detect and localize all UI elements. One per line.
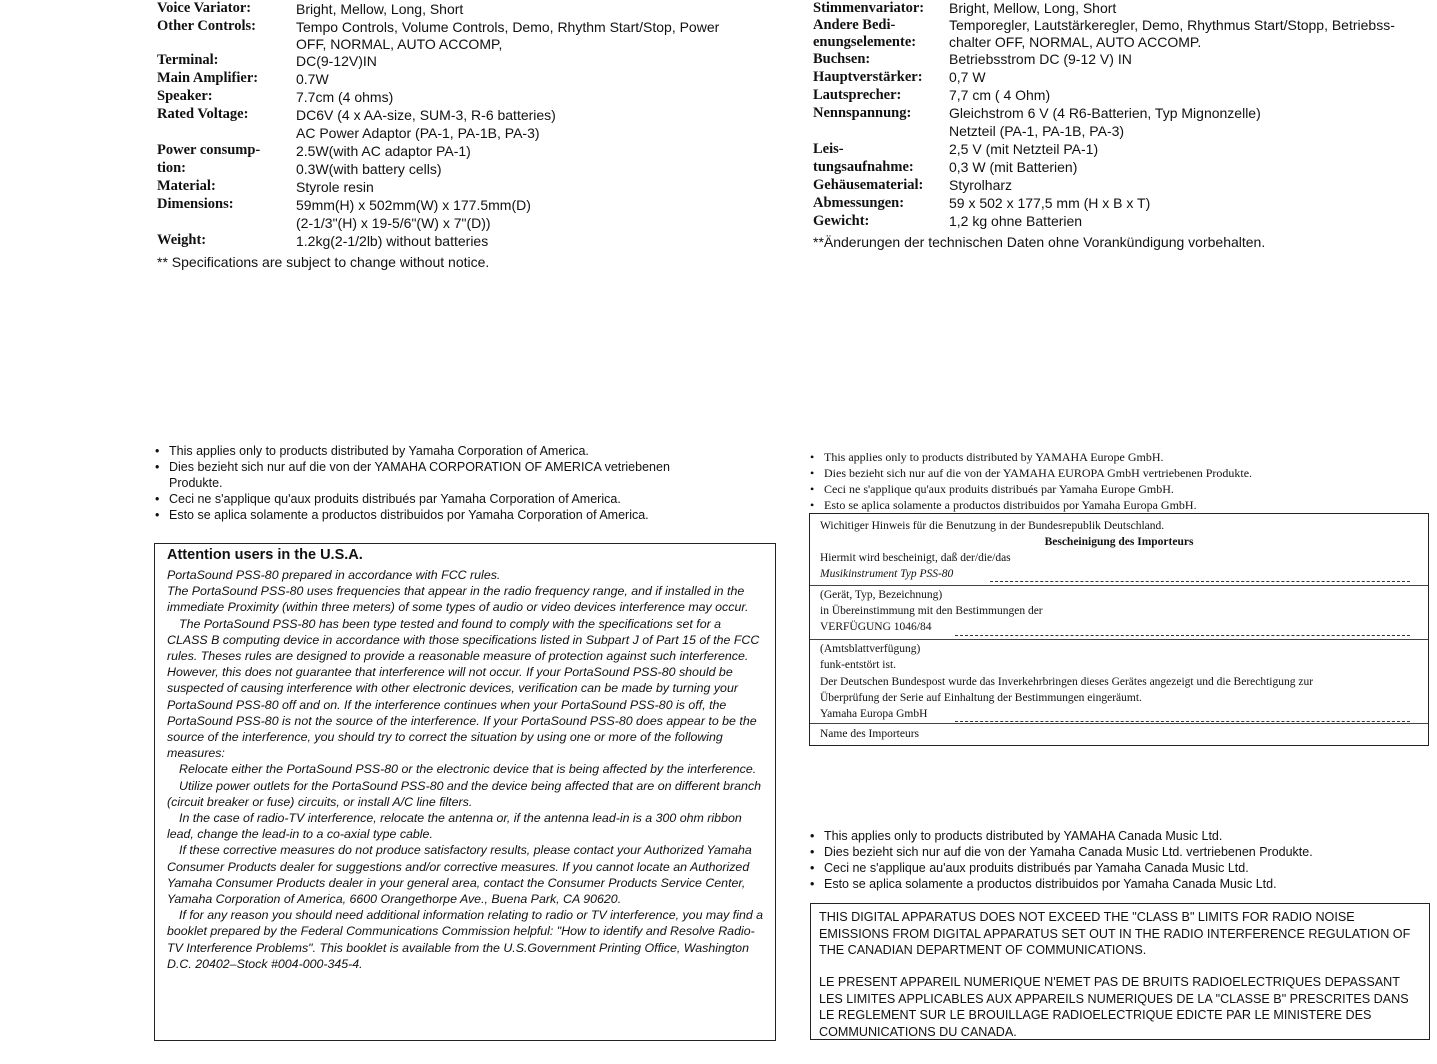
spec-value: Betriebsstrom DC (9-12 V) IN [949, 51, 1132, 67]
cert-text: funk-entstört ist. [820, 659, 897, 671]
spec-label: Speaker: [157, 88, 213, 104]
spec-label: Leis- [813, 141, 844, 157]
spec-label: Lautsprecher: [813, 87, 902, 103]
cert-text: Wichitiger Hinweis für die Benutzung in der Bundesrepublik Deutschland. [820, 520, 1165, 532]
spec-label: Nennspannung: [813, 105, 912, 121]
fcc-paragraph: The PortaSound PSS-80 has been type tested and found to comply with the specifications set for a CLASS B computing device in accordance with those specifications listed in Subpart J of Part 15 of the FCC rules. Theses rules are designed to provide a reasonable measure of protection against such interference. However, this does not guarantee that interference will not occur. If your PortaSound PSS-80 should be suspected of causing interference with other electronic devices, verification can be made by turning your PortaSound PSS-80 off and on. If the interference continues when your PortaSound PSS-80 is off, the PortaSound PSS-80 is not the source of the interference. If your PortaSound PSS-80 does appear to be the source of the interference, you should try to correct the situation by using one or more of the following measures: [167, 616, 760, 761]
spec-value: (2-1/3"(H) x 19-5/6"(W) x 7"(D)) [296, 215, 491, 231]
spec-value: 7,7 cm ( 4 Ohm) [949, 87, 1051, 103]
cert-heading: Bescheinigung des Importeurs [1044, 536, 1194, 548]
spec-label: Weight: [157, 232, 207, 248]
spec-label: Rated Voltage: [157, 106, 249, 122]
spec-value: 1.2kg(2-1/2lb) without batteries [296, 233, 489, 249]
spec-value: 0,7 W [949, 69, 986, 85]
spec-value: 0,3 W (mit Batterien) [949, 159, 1078, 175]
spec-value: 1,2 kg ohne Batterien [949, 213, 1083, 229]
spec-value: 0.7W [296, 71, 329, 87]
list-item [155, 459, 670, 491]
cert-text: (Gerät, Typ, Bezeichnung) [820, 589, 943, 601]
spec-label: Power consump- [157, 142, 261, 158]
cert-text: in Übereinstimmung mit den Bestimmungen der [820, 605, 1043, 617]
spec-label: tion: [157, 160, 186, 176]
fcc-paragraph: The PortaSound PSS-80 uses frequencies that appear in the radio frequency range, and if installed in the immediate Proximity (within three meters) of some types of audio or video devices interference may occur. [167, 584, 749, 615]
cert-text: Musikinstrument Typ PSS-80 [820, 568, 954, 580]
spec-value: Bright, Mellow, Long, Short [949, 0, 1117, 16]
list-item: • This applies only to products distributed by YAMAHA Canada Music Ltd. [810, 828, 1313, 844]
spec-value: AC Power Adaptor (PA-1, PA-1B, PA-3) [296, 125, 540, 141]
europe-bullet-list [810, 449, 1252, 513]
spec-value: Styrole resin [296, 179, 374, 195]
importer-certificate-box [809, 513, 1429, 746]
spec-value: 7.7cm (4 ohms) [296, 89, 394, 105]
fcc-paragraph: In the case of radio-TV interference, relocate the antenna or, if the antenna lead-in is a 300 ohm ribbon lead, change the lead-in to a co-axial type cable. [167, 811, 742, 842]
list-item: • Ceci ne s'applique qu'aux produits distribués par Yamaha Corporation of America. [155, 491, 670, 507]
fcc-paragraph: Relocate either the PortaSound PSS-80 or the electronic device that is being affected by the interference. [179, 762, 757, 777]
fcc-text [167, 567, 765, 972]
list-item: • Esto se aplica solamente a productos distribuidos por Yamaha Corporation of America. [155, 507, 670, 523]
list-item: • Ceci ne s'applique qu'aux produits distribués par Yamaha Europe GmbH. [810, 481, 1252, 497]
fcc-paragraph: If these corrective measures do not produce satisfactory results, please contact your Authorized Yamaha Consumer Products dealer for suggestions and/or corrective measures. If you cannot locate an Authorized Yamaha Consumer Products dealer in your general area, contact the Consumer Products Service Center, Yamaha Corporation of America, 6600 Orangethorpe Ave., Buena Park, CA 90620. [167, 843, 752, 907]
spec-label: Voice Variator: [157, 0, 252, 16]
spec-label: Dimensions: [157, 196, 234, 212]
spec-value: Netzteil (PA-1, PA-1B, PA-3) [949, 123, 1125, 139]
spec-value: Gleichstrom 6 V (4 R6-Batterien, Typ Mignonzelle) [949, 105, 1261, 121]
fcc-title: Attention users in the U.S.A. [167, 547, 363, 563]
spec-label: Terminal: [157, 52, 219, 68]
cert-text: (Amtsblattverfügung) [820, 643, 921, 655]
list-item: • Dies bezieht sich nur auf die von der YAMAHA EUROPA GmbH vertriebenen Produkte. [810, 465, 1252, 481]
cert-text: Überprüfung der Serie auf Einhaltung der Bestimmungen eingeräumt. [820, 692, 1142, 704]
spec-value: 2,5 V (mit Netzteil PA-1) [949, 141, 1099, 157]
spec-note: **Änderungen der technischen Daten ohne Vorankündigung vorbehalten. [813, 234, 1266, 250]
spec-value: chalter OFF, NORMAL, AUTO ACCOMP. [949, 34, 1202, 50]
spec-value: OFF, NORMAL, AUTO ACCOMP, [296, 36, 503, 52]
spec-label: Hauptverstärker: [813, 69, 923, 85]
spec-value: DC(9-12V)IN [296, 53, 377, 69]
spec-value: Tempo Controls, Volume Controls, Demo, Rhythm Start/Stop, Power [296, 19, 720, 35]
spec-label: tungsaufnahme: [813, 159, 914, 175]
list-item: • Esto se aplica solamente a productos distribuidos por Yamaha Europa GmbH. [810, 497, 1252, 513]
cert-text: Hiermit wird bescheinigt, daß der/die/das [820, 552, 1011, 564]
list-item: • This applies only to products distributed by Yamaha Corporation of America. [155, 443, 670, 459]
spec-value: 59 x 502 x 177,5 mm (H x B x T) [949, 195, 1151, 211]
cert-text: Name des Importeurs [820, 728, 919, 740]
spec-value: DC6V (4 x AA-size, SUM-3, R-6 batteries) [296, 107, 556, 123]
usa-bullet-list [155, 443, 670, 523]
spec-label: Material: [157, 178, 216, 194]
spec-label: Other Controls: [157, 18, 256, 34]
canada-notice-box [810, 903, 1430, 1040]
spec-value: Styrolharz [949, 177, 1013, 193]
spec-label: Stimmenvariator: [813, 0, 925, 16]
fcc-notice-box [154, 543, 776, 1041]
spec-value: Bright, Mellow, Long, Short [296, 1, 464, 17]
cert-text: VERFÜGUNG 1046/84 [820, 621, 932, 633]
spec-label: Buchsen: [813, 51, 871, 67]
canada-bullet-list [810, 828, 1313, 892]
cert-text: Yamaha Europa GmbH [820, 708, 928, 720]
fcc-paragraph: Utilize power outlets for the PortaSound PSS-80 and the device being affected that are on different branch (circuit breaker or fuse) circuits, or install A/C line filters. [167, 778, 762, 809]
list-item: • Dies bezieht sich nur auf die von der Yamaha Canada Music Ltd. vertriebenen Produkte. [810, 844, 1313, 860]
list-item: • Esto se aplica solamente a productos distribuidos por Yamaha Canada Music Ltd. [810, 876, 1313, 892]
spec-label: enungselemente: [813, 34, 917, 50]
spec-value: Temporegler, Lautstärkeregler, Demo, Rhythmus Start/Stopp, Betriebss- [949, 17, 1395, 33]
list-item-text: Produkte. [169, 476, 223, 490]
spec-value: 59mm(H) x 502mm(W) x 177.5mm(D) [296, 197, 531, 213]
section-divider [810, 514, 1428, 724]
cert-text: Der Deutschen Bundespost wurde das Inverkehrbringen dieses Gerätes angezeigt und die Berechtigung zur [820, 676, 1314, 688]
fcc-paragraph: PortaSound PSS-80 prepared in accordance with FCC rules. [167, 568, 501, 582]
list-item-text: Dies bezieht sich nur auf die von der YAMAHA CORPORATION OF AMERICA vetriebenen [169, 460, 670, 474]
fcc-paragraph: If for any reason you should need additional information relating to radio or TV interference, you may find a booklet prepared by the Federal Communications Commission helpful: "How to identify and Resolve Radio-TV Interference Problems". This booklet is available from the U.S.Government Printing Office, Washington D.C. 20402–Stock #004-000-345-4. [167, 908, 764, 971]
list-item: • This applies only to products distributed by YAMAHA Europe GmbH. [810, 449, 1252, 465]
spec-label: Gehäusematerial: [813, 177, 924, 193]
list-item: • Ceci ne s'applique au'aux produits distribués par Yamaha Canada Music Ltd. [810, 860, 1313, 876]
spec-label: Gewicht: [813, 213, 870, 229]
spec-label: Main Amplifier: [157, 70, 259, 86]
canada-notice-en: THIS DIGITAL APPARATUS DOES NOT EXCEED THE "CLASS B" LIMITS FOR RADIO NOISE EMISSIONS FROM DIGITAL APPARATUS SET OUT IN THE RADIO INTERFERENCE REGULATION OF THE CANADIAN DEPARTMENT OF COMMUNICATIONS. [819, 910, 1411, 957]
spec-value: 2.5W(with AC adaptor PA-1) [296, 143, 471, 159]
spec-label: Andere Bedi- [813, 17, 896, 33]
spec-note: ** Specifications are subject to change without notice. [157, 254, 490, 270]
spec-label: Abmessungen: [813, 195, 905, 211]
canada-notice-fr: LE PRESENT APPAREIL NUMERIQUE N'EMET PAS DE BRUITS RADIOELECTRIQUES DEPASSANT LES LIMITES APPLICABLES AUX APPAREILS NUMERIQUES DE LA "CLASSE B" PRESCRITES DANS LE REGLEMENT SUR LE BROUILLAGE RADIOELECTRIQUE EDICTE PAR LE MINISTERE DES COMMUNICATIONS DU CANADA. [819, 975, 1409, 1039]
spec-value: 0.3W(with battery cells) [296, 161, 442, 177]
